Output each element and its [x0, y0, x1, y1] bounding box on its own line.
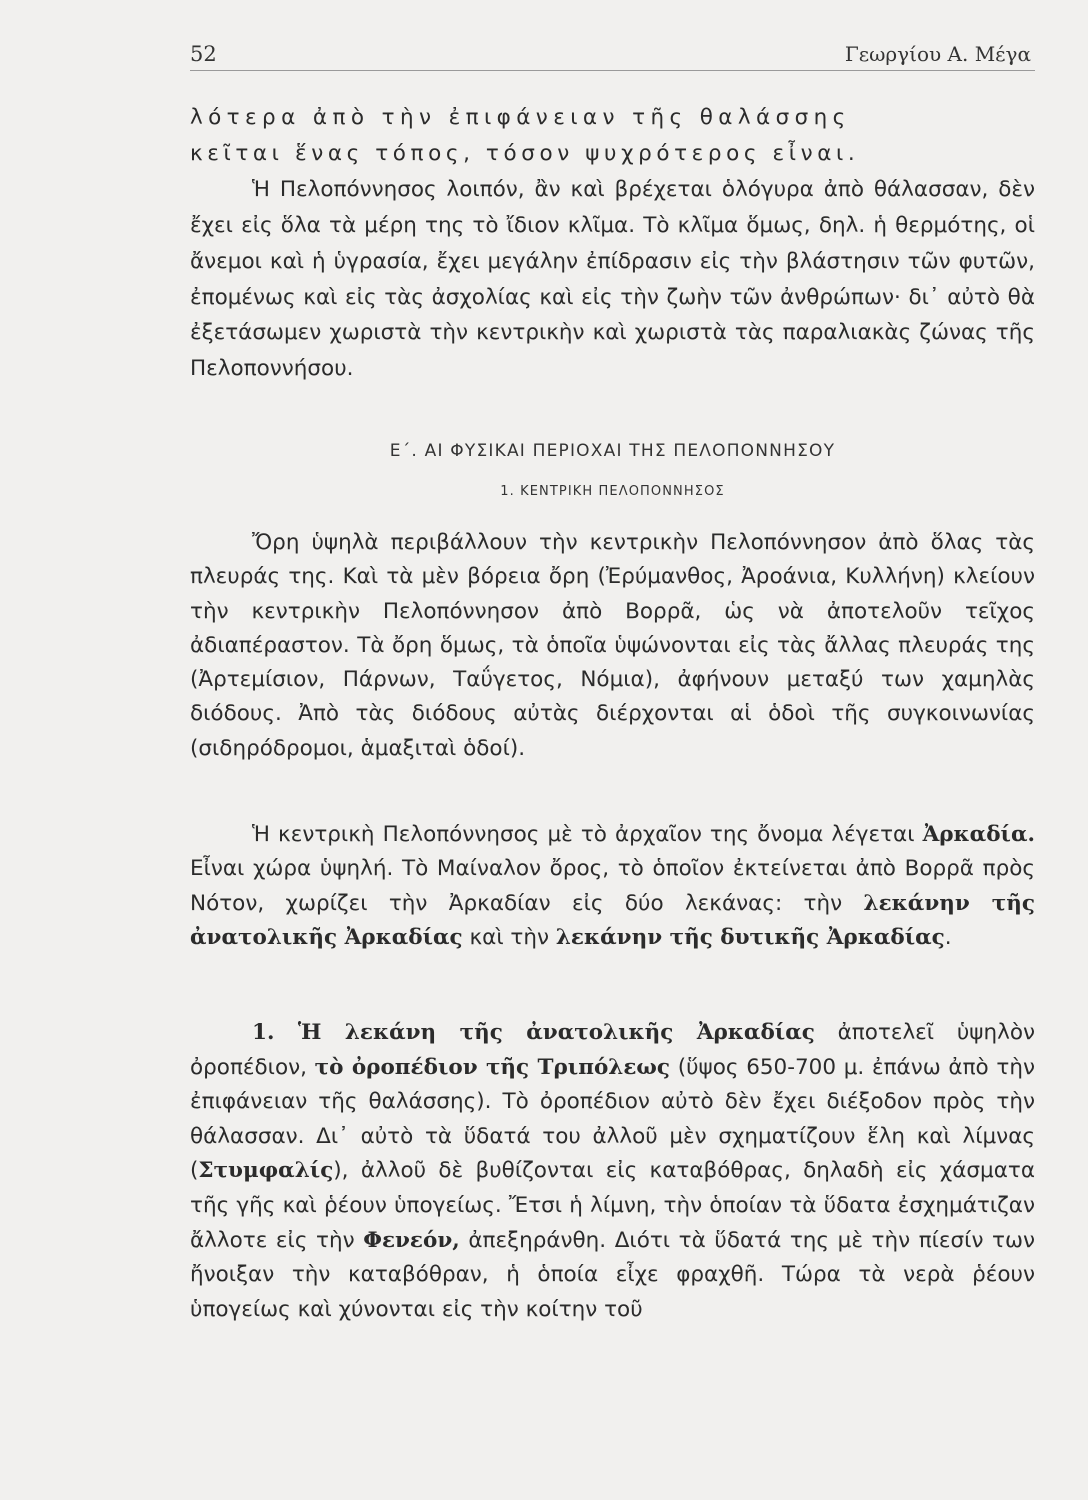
stymfalis-term: Στυμφαλίς: [198, 1158, 334, 1184]
central-paragraph-2-block: [190, 818, 1035, 955]
intro-text: [190, 100, 1035, 387]
basin-heading-term: 1. Ἡ λεκάνη τῆς ἀνατολικῆς Ἀρκαδίας: [252, 1020, 815, 1045]
intro-line-2: κεῖται ἕνας τόπος, τόσον ψυχρότερος εἶναι.: [190, 140, 860, 166]
central-paragraph-1: Ὄρη ὑψηλὰ περιβάλλουν τὴν κεντρικὴν Πελοπόννησον ἀπὸ ὅλας τὰς πλευράς της. Καὶ τὰ μὲν βόρεια ὄρη (Ἐρύμανθος, Ἀροάνια, Κυλλήνη) κλείουν τὴν κεντρικὴν Πελοπόννησον ἀπὸ Βορρᾶ, ὡς νὰ ἀποτελοῦν τεῖχος ἀδιαπέραστον. Τὰ ὄρη ὅμως, τὰ ὁποῖα ὑψώνονται εἰς τὰς ἄλλας πλευράς της (Ἀρτεμίσιον, Πάρνων, Ταΰγετος, Νόμια), ἀφήνουν μεταξύ των χαμηλὰς διόδους. Ἀπὸ τὰς διόδους αὐτὰς διέρχονται αἱ ὁδοὶ τῆς συγκοινωνίας (σιδηρόδρομοι, ἁμαξιταὶ ὁδοί).: [190, 530, 1035, 761]
feneos-term: Φενεόν,: [363, 1227, 460, 1253]
basin-text-2: (ὕψος 650-700 μ. ἐπάνω ἀπὸ τὴν ἐπιφάνειαν τῆς θαλάσσης). Τὸ ὀροπέδιον αὐτὸ δὲν ἔχει διέξοδον πρὸς τὴν θάλασσαν. Δι᾽ αὐτὸ τὰ ὕδατά του ἀλλοῦ μὲν σχηματίζουν ἕλη καὶ λίμνας (: [190, 1054, 1035, 1184]
basin-text-4: ἀπεξηράνθη. Διότι τὰ ὕδατά της μὲ τὴν πίεσίν των ἤνοιξαν τὴν καταβόθραν, ἡ ὁποία εἶχε φραχθῆ. Τώρα τὰ νερὰ ῥέουν ὑπογείως καὶ χύνονται εἰς τὴν κοίτην τοῦ: [190, 1227, 1035, 1322]
para2-text-e: .: [944, 924, 952, 950]
arkadia-term: Ἀρκαδία.: [922, 822, 1035, 847]
page-header: [190, 38, 1035, 71]
para2-text-a: Ἡ κεντρικὴ Πελοπόννησος μὲ τὸ ἀρχαῖον της ὄνομα λέγεται: [252, 822, 923, 847]
para2-text-c: Εἶναι χώρα ὑψηλή. Τὸ Μαίναλον ὄρος, τὸ ὁποῖον ἐκτείνεται ἀπὸ Βορρᾶ πρὸς Νότον, χωρίζει τὴν Ἀρκαδίαν εἰς δύο λεκάνας: τὴν: [190, 856, 1035, 916]
page-number: 52: [190, 42, 217, 66]
basin-paragraph-block: [190, 1016, 1035, 1327]
section-subheading: 1. ΚΕΝΤΡΙΚΗ ΠΕΛΟΠΟΝΝΗΣΟΣ: [500, 484, 725, 499]
section-heading: Ε΄. ΑΙ ΦΥΣΙΚΑΙ ΠΕΡΙΟΧΑΙ ΤΗΣ ΠΕΛΟΠΟΝΝΗΣΟΥ: [389, 441, 836, 461]
basin-text-3: ), ἀλλοῦ δὲ βυθίζονται εἰς καταβόθρας, δηλαδὴ εἰς χάσματα τῆς γῆς καὶ ῥέουν ὑπογείως. Ἔτσι ἡ λίμνη, τὴν ὁποίαν τὰ ὕδατα ἐσχημάτιζαν ἄλλοτε εἰς τὴν: [190, 1158, 1035, 1253]
east-basin-term: λεκάνην τῆς ἀνατολικῆς Ἀρκαδίας: [190, 890, 1035, 950]
tripoli-plateau-term: τὸ ὀροπέδιον τῆς Τριπόλεως: [314, 1054, 670, 1080]
central-paragraph-1-block: [190, 526, 1035, 766]
basin-paragraph: [190, 1016, 1035, 1327]
running-head: Γεωργίου Α. Μέγα: [844, 42, 1031, 66]
para2-text-d: καὶ τὴν: [462, 924, 556, 950]
intro-line-1: λότερα ἀπὸ τὴν ἐπιφάνειαν τῆς θαλάσσης: [190, 105, 851, 130]
intro-paragraph-2: Ἡ Πελοπόννησος λοιπόν, ἂν καὶ βρέχεται ὁλόγυρα ἀπὸ θάλασσαν, δὲν ἔχει εἰς ὅλα τὰ μέρη της τὸ ἴδιον κλῖμα. Τὸ κλῖμα ὅμως, δηλ. ἡ θερμότης, οἱ ἄνεμοι καὶ ἡ ὑγρασία, ἔχει μεγάλην ἐπίδρασιν εἰς τὴν βλάστησιν τῶν φυτῶν, ἐπομένως καὶ εἰς τὰς ἀσχολίας καὶ εἰς τὴν ζωὴν τῶν ἀνθρώπων· δι᾽ αὐτὸ θὰ ἐξετάσωμεν χωριστὰ τὴν κεντρικὴν καὶ χωριστὰ τὰς παραλιακὰς ζώνας τῆς Πελοποννήσου.: [190, 176, 1035, 382]
west-basin-term: λεκάνην τῆς δυτικῆς Ἀρκαδίας: [555, 924, 945, 950]
basin-text-1: ἀποτελεῖ ὑψηλὸν ὀροπέδιον,: [190, 1020, 1036, 1080]
central-paragraph-2: [190, 818, 1035, 955]
